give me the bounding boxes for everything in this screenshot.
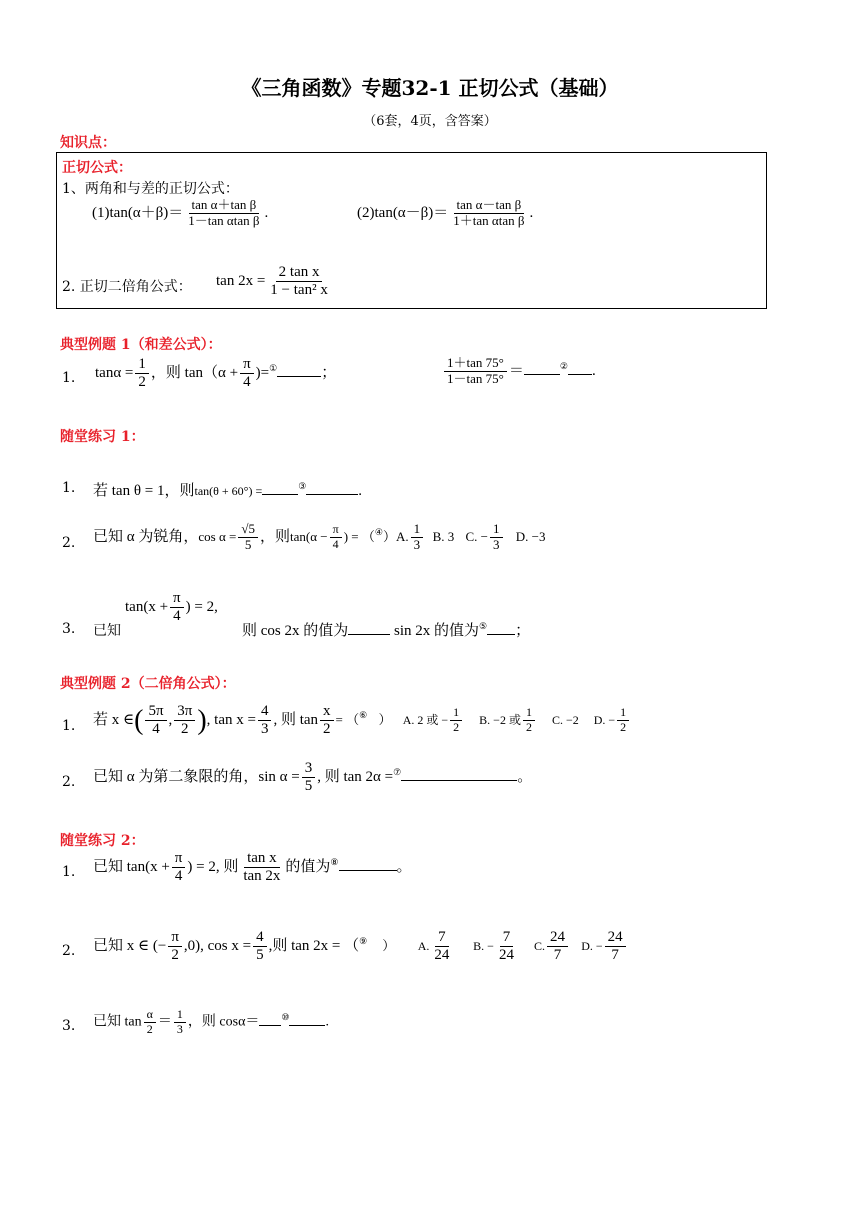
half-fraction — [523, 706, 535, 735]
practice2-q1-end: 。 — [396, 859, 412, 876]
practice2-q1-part-a: 已知 tan(x + — [93, 859, 170, 876]
option-d-fraction — [605, 929, 626, 965]
example2-q1-part-c: , 则 tan — [273, 712, 319, 729]
fraction-denominator: 2 — [620, 720, 627, 735]
practice2-q2 — [93, 929, 628, 965]
fraction-denominator: 4 — [152, 721, 160, 738]
practice2-q3-part-c: ，则 cosα＝ — [187, 1014, 260, 1030]
double-angle-numerator: 2 tan x — [276, 264, 323, 282]
fraction-numerator: 1 — [617, 706, 629, 721]
practice1-q1-part-a: 若 tan θ = 1，则 — [93, 483, 195, 499]
fraction-denominator: 5 — [244, 536, 252, 552]
answer-mark: ④ — [374, 526, 383, 537]
pi-quarter-fraction — [172, 850, 186, 886]
option-c-label: C. − — [465, 528, 489, 544]
practice2-q1-part-b: ) = 2, 则 — [187, 859, 239, 876]
answer-blank[interactable] — [348, 634, 390, 635]
fraction-numerator: 1 — [490, 522, 503, 538]
tan-diff-denominator: 1＋tan αtan β — [453, 212, 525, 228]
answer-mark: ⑦ — [393, 767, 402, 778]
one-third-fraction — [174, 1008, 186, 1037]
option-b-fraction — [496, 929, 517, 965]
fraction-numerator: π — [330, 523, 342, 538]
fraction-numerator: 7 — [435, 929, 449, 947]
practice2-q1-number: 1. — [62, 864, 76, 880]
fraction-numerator: 1 — [523, 706, 535, 721]
option-c-fraction — [547, 929, 568, 965]
fraction-numerator: 4 — [253, 929, 267, 947]
practice2-q3-part-a: 已知 tan — [93, 1014, 142, 1030]
option-d-label: D. − — [593, 713, 616, 728]
example1-q1 — [95, 356, 336, 392]
option-a-label: A. 2 或 − — [402, 713, 449, 728]
example2-q1-part-e: ） — [378, 712, 392, 728]
alpha-half-fraction — [144, 1008, 156, 1037]
double-angle-denominator: 1 − tan² x — [270, 282, 328, 299]
fraction-denominator: 24 — [498, 947, 514, 964]
option-a-fraction — [431, 929, 452, 965]
four-fifths-fraction — [253, 929, 267, 965]
fraction-numerator: √5 — [238, 522, 258, 538]
answer-blank[interactable] — [487, 634, 515, 635]
practice1-q3-ask — [242, 619, 530, 640]
fraction-denominator: 4 — [243, 374, 251, 391]
practice2-heading: 随堂练习 2： — [60, 833, 145, 849]
answer-blank[interactable] — [277, 376, 321, 377]
x-half-fraction — [320, 703, 334, 739]
fraction-numerator: tan x — [244, 850, 280, 868]
tan-sum-numerator: tan α＋tan β — [189, 198, 260, 214]
practice1-q2-number: 2. — [62, 535, 76, 551]
practice1-q2-part-d: tan(α − — [290, 528, 328, 544]
double-angle-formula — [216, 264, 333, 300]
example1-q1-end: ； — [321, 365, 337, 382]
answer-blank[interactable] — [289, 1025, 325, 1026]
answer-blank[interactable] — [339, 870, 397, 871]
practice2-q2-number: 2. — [62, 943, 76, 959]
tan-sum-period: . — [264, 204, 269, 221]
fraction-denominator: 3 — [260, 721, 269, 738]
fraction-denominator: 1－tan 75° — [447, 370, 504, 386]
knowledge-heading: 知识点： — [60, 135, 116, 151]
tan-sum-formula — [92, 198, 268, 229]
fraction-denominator: 4 — [332, 536, 339, 551]
option-a-label: A. — [417, 939, 430, 954]
fraction-numerator: 24 — [547, 929, 568, 947]
half-fraction — [450, 706, 462, 735]
sum-diff-label: 1、两角和与差的正切公式： — [62, 181, 239, 197]
option-c: C. −2 — [551, 713, 579, 728]
example1-q1-part-c: )= — [255, 365, 270, 382]
pi-half-fraction — [168, 929, 182, 965]
answer-mark: ② — [559, 360, 568, 371]
fraction-denominator: tan 2x — [243, 868, 281, 885]
fraction-denominator: 3 — [493, 536, 500, 552]
pi-quarter-fraction — [170, 590, 184, 626]
fraction-denominator: 3 — [176, 1021, 183, 1036]
pi-quarter-fraction — [240, 356, 254, 392]
practice2-q3-number: 3. — [62, 1018, 76, 1034]
example2-q1: 若 x ∈( $\frac{5\pi}{4}$ , $\frac{3\pi}{2}$ ), tan x = $\frac{4}{3}$ , 则 tan $\frac{x}{2}$ = （⑥ ） A. 2 或 − $\frac{1}{2}$ B. −2 或 $\frac{1}{2}$ C. −2 D. − $\frac{1}{2}$ — [93, 703, 631, 739]
fraction-denominator: 3 — [413, 536, 421, 552]
example2-q2 — [93, 760, 532, 796]
fraction-numerator: 1 — [135, 356, 149, 374]
pi-quarter-fraction — [330, 523, 342, 552]
fraction-denominator: 2 — [453, 720, 460, 735]
fraction-numerator: 3π — [174, 703, 195, 721]
practice1-q3-lead: 已知 — [93, 623, 121, 639]
tan-sum-fraction — [185, 198, 262, 229]
example1-q1-part-a: tanα = — [95, 365, 134, 382]
fraction-numerator: 5π — [145, 703, 166, 721]
left-paren: ( — [134, 704, 144, 736]
fraction-denominator: 2 — [146, 1021, 153, 1036]
option-a-label: ）A. — [382, 528, 409, 544]
practice2-q3-part-b: ＝ — [157, 1014, 172, 1030]
fraction-denominator: 7 — [611, 947, 619, 964]
tan-diff-fraction — [450, 198, 527, 229]
option-d-label: D. − — [581, 939, 603, 954]
example2-q2-number: 2. — [62, 774, 76, 790]
practice1-q1-part-b: tan(θ + 60°) = — [194, 484, 263, 498]
example1-q2 — [442, 356, 596, 387]
formula-box-heading: 正切公式： — [62, 160, 132, 176]
tanx-over-tan2x-fraction — [240, 850, 283, 886]
fraction-denominator: 2 — [171, 947, 179, 964]
practice1-q3-end: ； — [515, 623, 531, 639]
equals-sign: ＝ — [508, 362, 524, 379]
option-b-label: B. −2 或 — [479, 713, 521, 728]
practice1-q1 — [93, 479, 362, 500]
example2-q2-part-c: , 则 tan 2α = — [317, 769, 394, 786]
tan-sum-lead: (1)tan(α＋β)＝ — [92, 204, 184, 221]
option-a-fraction — [411, 522, 424, 553]
five-pi-quarter-fraction — [145, 703, 166, 739]
fraction-denominator: 7 — [553, 947, 562, 964]
fraction-denominator: 2 — [138, 374, 146, 391]
half-fraction — [135, 356, 149, 392]
answer-mark: ⑤ — [479, 621, 488, 631]
fraction-denominator: 24 — [434, 947, 450, 964]
four-thirds-fraction — [258, 703, 272, 739]
example2-heading: 典型例题 2（二倍角公式）： — [60, 676, 236, 692]
practice1-q2-part-e: ) = （ — [343, 528, 375, 544]
fraction-numerator: 24 — [605, 929, 626, 947]
example2-q1-part-a: 若 x ∈ — [93, 712, 135, 729]
practice1-q2-part-c: ，则 — [260, 528, 291, 545]
practice2-q2-part-d: ） — [382, 938, 396, 954]
practice1-q3-number: 3. — [62, 621, 76, 637]
option-d: D. −3 — [515, 528, 546, 544]
page-title: 《三角函数》专题32-1 正切公式（基础） — [241, 76, 619, 100]
practice2-q2-part-b: ,0), cos x = — [183, 938, 252, 955]
fraction-numerator: 1 — [174, 1008, 186, 1023]
fraction-numerator: 1 — [450, 706, 462, 721]
page-subtitle: （6套，4页，含答案） — [363, 114, 497, 129]
fraction-numerator: x — [320, 703, 334, 721]
answer-mark: ⑨ — [359, 936, 368, 947]
condition-part-a: tan(x + — [125, 599, 169, 616]
fraction-numerator: π — [172, 850, 186, 868]
fraction-numerator: 4 — [258, 703, 272, 721]
answer-mark: ⑩ — [281, 1011, 290, 1022]
answer-mark: ⑧ — [330, 857, 339, 868]
practice1-q3-part-c: sin 2x 的值为 — [394, 623, 480, 639]
practice2-q1 — [93, 850, 412, 886]
example2-q1-part-b: , tan x = — [206, 712, 256, 729]
practice1-q3-part-b: 则 cos 2x 的值为 — [242, 623, 349, 639]
answer-mark: ⑥ — [359, 710, 368, 721]
fraction-numerator: π — [168, 929, 182, 947]
fraction-numerator: π — [240, 356, 254, 374]
option-b: B. 3 — [432, 528, 455, 544]
fraction-numerator: 7 — [500, 929, 514, 947]
three-pi-half-fraction — [174, 703, 195, 739]
option-c-label: C. — [533, 939, 545, 954]
practice1-q1-end: . — [358, 483, 363, 499]
right-paren: ) — [197, 704, 207, 736]
example2-q2-part-b: sin α = — [258, 769, 300, 786]
example2-q1-number: 1. — [62, 718, 76, 734]
practice1-q2-part-b: cos α = — [198, 528, 237, 544]
half-fraction — [617, 706, 629, 735]
tan-sum-denominator: 1－tan αtan β — [188, 212, 260, 228]
tan-diff-numerator: tan α－tan β — [454, 198, 525, 214]
practice1-q2-part-a: 已知 α 为锐角， — [93, 528, 199, 545]
tan-diff-formula — [357, 198, 533, 229]
tan-diff-lead: (2)tan(α－β)＝ — [357, 204, 449, 221]
condition-part-b: ) = 2, — [185, 599, 218, 616]
option-c-fraction — [490, 522, 503, 553]
example2-q1-part-d: = （ — [335, 712, 360, 728]
example1-heading: 典型例题 1（和差公式）： — [60, 337, 222, 353]
answer-mark: ① — [269, 363, 278, 374]
fraction-denominator: 5 — [304, 778, 313, 795]
fraction-numerator: 1＋tan 75° — [444, 356, 507, 372]
fraction-denominator: 2 — [323, 721, 331, 738]
answer-blank[interactable] — [259, 1025, 281, 1026]
tan-diff-period: . — [529, 204, 534, 221]
practice1-q3-condition — [125, 590, 218, 626]
three-fifths-fraction — [302, 760, 316, 796]
practice2-q2-part-c: ,则 tan 2x = （ — [268, 938, 360, 955]
fraction-denominator: 4 — [174, 868, 183, 885]
fraction-denominator: 4 — [173, 608, 181, 625]
answer-blank[interactable] — [306, 494, 358, 495]
fraction-denominator: 2 — [181, 721, 189, 738]
practice1-q2 — [93, 522, 546, 553]
practice2-q2-part-a: 已知 x ∈ (− — [93, 938, 167, 955]
fraction-denominator: 2 — [525, 720, 532, 735]
tan75-fraction — [444, 356, 507, 387]
answer-blank[interactable] — [568, 374, 592, 375]
practice2-q3 — [93, 1008, 329, 1037]
answer-blank[interactable] — [524, 374, 560, 375]
root5-fraction — [238, 522, 258, 553]
double-angle-fraction — [267, 264, 331, 300]
practice1-q1-number: 1. — [62, 480, 76, 496]
practice1-heading: 随堂练习 1： — [60, 429, 145, 445]
double-angle-label: 2. 正切二倍角公式： — [62, 279, 192, 295]
example2-q2-end: 。 — [517, 769, 533, 786]
double-angle-lead: tan 2x = — [216, 273, 266, 290]
example2-q2-part-a: 已知 α 为第二象限的角， — [93, 769, 259, 786]
option-b-label: B. − — [473, 939, 494, 954]
fraction-denominator: 5 — [256, 947, 264, 964]
practice2-q1-part-c: 的值为 — [285, 859, 331, 876]
answer-blank[interactable] — [401, 780, 517, 781]
example1-q1-number: 1. — [62, 370, 76, 386]
answer-blank[interactable] — [262, 494, 298, 495]
fraction-numerator: π — [170, 590, 184, 608]
example1-q1-part-b: ，则 tan（α + — [150, 365, 239, 382]
fraction-numerator: α — [144, 1008, 156, 1023]
fraction-numerator: 3 — [302, 760, 316, 778]
practice2-q3-end: . — [325, 1014, 329, 1030]
fraction-numerator: 1 — [411, 522, 424, 538]
answer-mark: ③ — [298, 481, 307, 491]
example1-q2-end: . — [591, 362, 596, 379]
